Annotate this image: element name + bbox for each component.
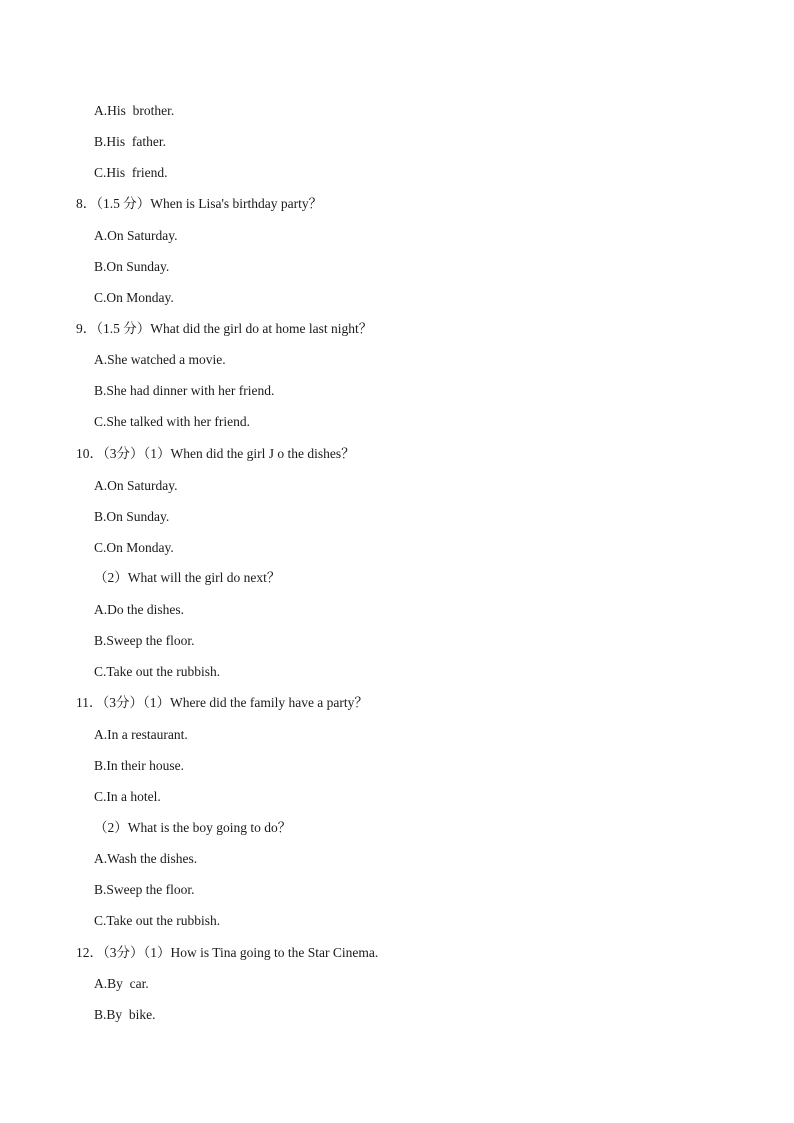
- option-c: C.Take out the rubbish.: [94, 664, 221, 679]
- option-b: B.In their house.: [94, 758, 184, 773]
- option-a: A.Do the dishes.: [94, 602, 184, 617]
- question-10-sub-stem: （2）What will the girl do next？: [94, 570, 281, 585]
- option-c: C.She talked with her friend.: [94, 414, 250, 429]
- option-a: A.On Saturday.: [94, 228, 178, 243]
- option-a: A.In a restaurant.: [94, 727, 188, 742]
- option-a: A.By car.: [94, 976, 149, 991]
- question-11-sub-stem: （2）What is the boy going to do？: [94, 820, 292, 835]
- option-b: B.On Sunday.: [94, 259, 170, 274]
- option-b: B.Sweep the floor.: [94, 882, 195, 897]
- option-a: A.His brother.: [94, 103, 175, 118]
- option-a: A.Wash the dishes.: [94, 851, 198, 866]
- option-c: C.In a hotel.: [94, 789, 161, 804]
- option-c: C.On Monday.: [94, 290, 174, 305]
- option-c: C.His friend.: [94, 165, 168, 180]
- option-c: C.Take out the rubbish.: [94, 913, 221, 928]
- option-b: B.By bike.: [94, 1007, 156, 1022]
- option-b: B.Sweep the floor.: [94, 633, 195, 648]
- option-a: A.She watched a movie.: [94, 352, 226, 367]
- question-10-stem: 10．（3分）（1）When did the girl J o the dishes？: [76, 446, 355, 461]
- option-b: B.She had dinner with her friend.: [94, 383, 275, 398]
- option-b: B.On Sunday.: [94, 509, 170, 524]
- question-9-stem: 9．（1.5 分）What did the girl do at home last night？: [76, 321, 373, 336]
- question-12-stem: 12．（3分）（1）How is Tina going to the Star Cinema.: [76, 945, 379, 960]
- option-b: B.His father.: [94, 134, 166, 149]
- question-11-stem: 11．（3分）（1）Where did the family have a party？: [76, 695, 368, 710]
- question-8-stem: 8．（1.5 分）When is Lisa's birthday party？: [76, 196, 323, 211]
- option-a: A.On Saturday.: [94, 478, 178, 493]
- option-c: C.On Monday.: [94, 540, 174, 555]
